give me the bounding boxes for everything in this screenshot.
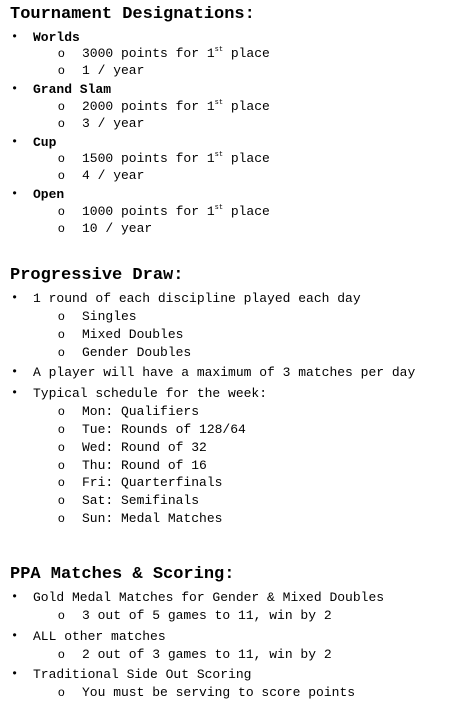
sub-bullet: o bbox=[58, 475, 65, 489]
sub-bullet: o bbox=[58, 493, 65, 507]
sub-bullet: o bbox=[58, 345, 65, 359]
sub-bullet: o bbox=[58, 647, 65, 661]
sub-item: 3000 points for 1st place bbox=[82, 46, 270, 61]
sub-bullet: o bbox=[58, 327, 65, 341]
bullet: • bbox=[11, 291, 19, 305]
sub-item: 3 out of 5 games to 11, win by 2 bbox=[82, 608, 332, 623]
sub-item: Gender Doubles bbox=[82, 345, 192, 360]
sub-item: Fri: Quarterfinals bbox=[82, 475, 223, 490]
bullet: • bbox=[11, 386, 19, 400]
sub-bullet: o bbox=[58, 422, 65, 436]
bullet: • bbox=[11, 30, 19, 44]
bullet: • bbox=[11, 82, 19, 96]
section-title: Tournament Designations: bbox=[10, 5, 255, 24]
sub-bullet: o bbox=[58, 404, 65, 418]
sub-bullet: o bbox=[58, 685, 65, 699]
sub-item: Mon: Qualifiers bbox=[82, 404, 200, 419]
list-item: ALL other matches bbox=[33, 629, 166, 644]
sub-bullet: o bbox=[58, 116, 65, 130]
sub-bullet: o bbox=[58, 204, 65, 218]
sub-item: 1500 points for 1st place bbox=[82, 151, 270, 166]
sub-bullet: o bbox=[58, 309, 65, 323]
sub-bullet: o bbox=[58, 151, 65, 165]
list-item: Traditional Side Out Scoring bbox=[33, 667, 252, 682]
sub-item: Sat: Semifinals bbox=[82, 493, 200, 508]
sub-item: Wed: Round of 32 bbox=[82, 440, 207, 455]
list-item: Typical schedule for the week: bbox=[33, 386, 268, 401]
bullet: • bbox=[11, 135, 19, 149]
sub-item: 2000 points for 1st place bbox=[82, 99, 270, 114]
sub-bullet: o bbox=[58, 168, 65, 182]
list-item: Open bbox=[33, 187, 65, 202]
sub-bullet: o bbox=[58, 99, 65, 113]
list-item: Gold Medal Matches for Gender & Mixed Doubles bbox=[33, 590, 385, 605]
sub-bullet: o bbox=[58, 221, 65, 235]
bullet: • bbox=[11, 590, 19, 604]
bullet: • bbox=[11, 629, 19, 643]
sub-bullet: o bbox=[58, 458, 65, 472]
list-item: Worlds bbox=[33, 30, 80, 45]
section-title: Progressive Draw: bbox=[10, 266, 184, 285]
sub-item: 1 / year bbox=[82, 63, 145, 78]
list-item: 1 round of each discipline played each day bbox=[33, 291, 361, 306]
bullet: • bbox=[11, 187, 19, 201]
list-item: A player will have a maximum of 3 matches per day bbox=[33, 365, 416, 380]
section-title: PPA Matches & Scoring: bbox=[10, 565, 235, 584]
sub-item: Thu: Round of 16 bbox=[82, 458, 207, 473]
bullet: • bbox=[11, 365, 19, 379]
sub-item: Singles bbox=[82, 309, 137, 324]
list-item: Cup bbox=[33, 135, 57, 150]
bullet: • bbox=[11, 667, 19, 681]
sub-item: 4 / year bbox=[82, 168, 145, 183]
sub-bullet: o bbox=[58, 608, 65, 622]
sub-item: Mixed Doubles bbox=[82, 327, 184, 342]
sub-item: You must be serving to score points bbox=[82, 685, 356, 700]
sub-item: 3 / year bbox=[82, 116, 145, 131]
sub-bullet: o bbox=[58, 63, 65, 77]
sub-item: 1000 points for 1st place bbox=[82, 204, 270, 219]
sub-item: Tue: Rounds of 128/64 bbox=[82, 422, 246, 437]
sub-bullet: o bbox=[58, 511, 65, 525]
sub-item: Sun: Medal Matches bbox=[82, 511, 223, 526]
sub-bullet: o bbox=[58, 440, 65, 454]
sub-bullet: o bbox=[58, 46, 65, 60]
sub-item: 10 / year bbox=[82, 221, 153, 236]
sub-item: 2 out of 3 games to 11, win by 2 bbox=[82, 647, 332, 662]
list-item: Grand Slam bbox=[33, 82, 112, 97]
